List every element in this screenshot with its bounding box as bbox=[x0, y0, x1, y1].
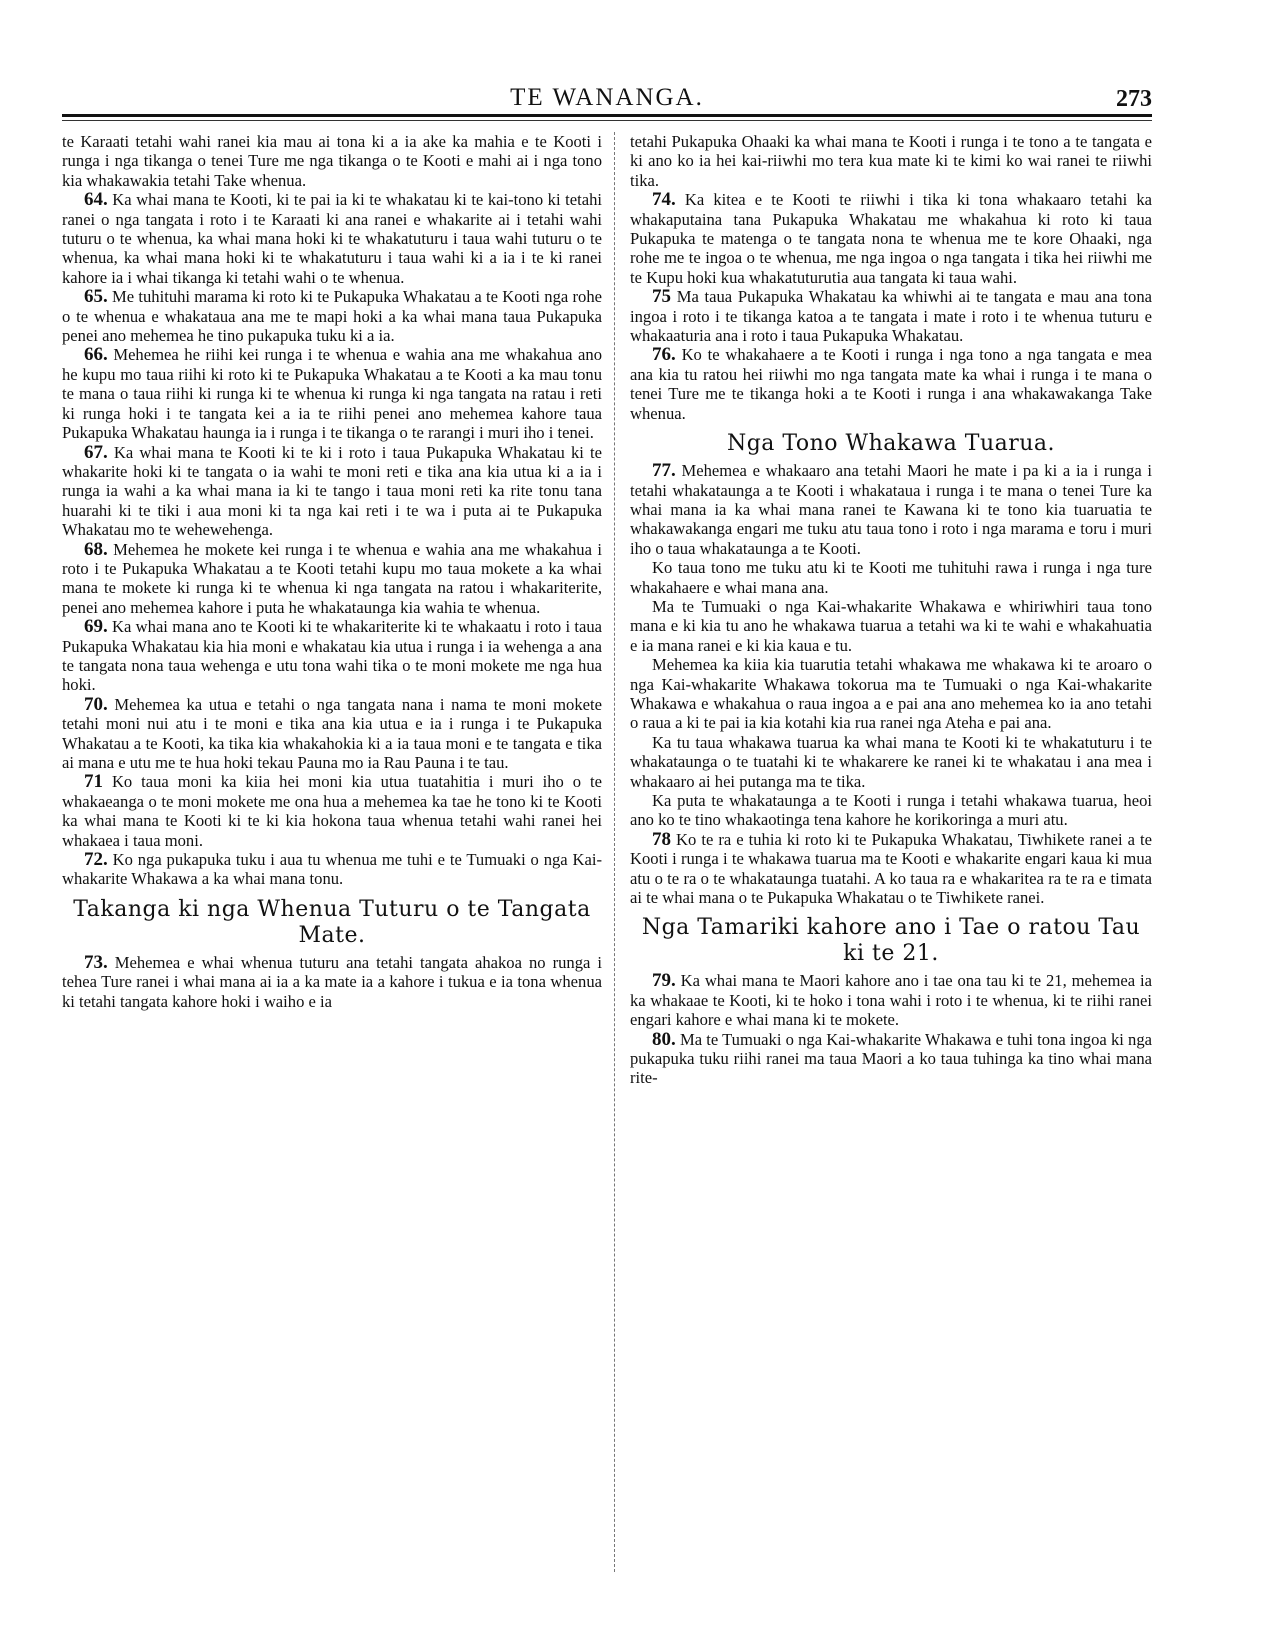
page-header bbox=[62, 84, 1152, 114]
section-number: 64. bbox=[84, 189, 108, 211]
section-number: 67. bbox=[84, 441, 108, 463]
section-text: Mehemea he mokete kei runga i te whenua e wahia ana me whakahua i roto i te Pukapuka Whakatau a te Kooti tetahi kupu mo taua mokete a ka whai mana te mokete ki runga ki te whenua ki nga tangata na ratou i whakariterite, penei ano mehemea kahore i puta he whakataunga kia wahia te whenua. bbox=[62, 539, 602, 617]
section-text: Mehemea e whai whenua tuturu ana tetahi tangata ahakoa no runga i tehea Ture ranei i whai mana ai ia a ka mate ia a kahore i tukua e ia tona whenua ki tetahi tangata kahore hoki i waiho e ia bbox=[62, 952, 602, 1011]
section-70 bbox=[62, 695, 602, 773]
section-72 bbox=[62, 850, 602, 889]
section-67 bbox=[62, 443, 602, 540]
section-text: Ka whai mana te Kooti, ki te pai ia ki te whakatau ki te kai-tono ki tetahi ranei o nga tangata i roto i te Karaati ki ana ranei e whakarite ai i tetahi wahi tuturu o te whenua, ka whai mana hoki ki te whakatuturu i taua wahi tuturu o te whenua, ka whai mana hoki ki te whakatuturu i taua wahi ki a ia i te ki ranei kahore ia i whai tikanga ki tetahi wahi o te whenua. bbox=[62, 190, 602, 287]
section-74 bbox=[630, 190, 1152, 287]
section-number: 70. bbox=[84, 693, 108, 715]
section-text: Mehemea e whakaaro ana tetahi Maori he mate i pa ki a ia i runga i tetahi whakataunga a te Kooti i whakataua i runga i te mana o tenei Ture ka whai mana ia ka whai mana ranei te Kawana ki te tono kia tuaruatia te whakawakanga engari me tuku atu taua tono i roto i nga marama e toru i muri iho o taua whakataunga a te Kooti. bbox=[630, 461, 1153, 558]
paragraph-continued: te Karaati tetahi wahi ranei kia mau ai tona ki a ia ake ka mahia e te Kooti i runga i nga tikanga o tenei Ture me nga tikanga o te Kooti e mahi ai i nga tono kia whakawakia tetahi Take whenua. bbox=[62, 132, 602, 190]
section-65 bbox=[62, 287, 602, 345]
section-77 bbox=[630, 461, 1152, 558]
section-number: 68. bbox=[84, 538, 108, 560]
section-heading: Nga Tono Whakawa Tuarua. bbox=[726, 431, 1056, 457]
page-number: 273 bbox=[1116, 86, 1152, 112]
paragraph-continued: tetahi Pukapuka Ohaaki ka whai mana te Kooti i runga i te tono a te tangata e ki ano ko ia hei kai-riiwhi mo tera kua mate ki te kimi ko wai ranei te riiwhi tika. bbox=[630, 132, 1152, 190]
section-text: Ka kitea e te Kooti te riiwhi i tika ki tona whakaaro tetahi ka whakaputaina tana Pukapuka Whakatau me whakahua ki roto ki taua Pukapuka te matenga o te tangata nona te whenua me te kore Ohaaki, nga rohe me te ingoa o te whenua, me nga ingoa o nga tangata i tika hei riiwhi me te Kupu hoki kua whakatuturutia aua tangata ki taua wahi. bbox=[630, 190, 1152, 287]
section-text: Ka whai mana te Maori kahore ano i tae ona tau ki te 21, mehemea ia ka whakaae te Kooti, ki te hoko i tona wahi i roto i te whenua, ki te riihi ranei engari kahore e whai mana ki te mokete. bbox=[630, 971, 1152, 1030]
section-number: 77. bbox=[652, 460, 676, 482]
section-number: 72. bbox=[84, 849, 108, 871]
section-68 bbox=[62, 540, 602, 618]
section-number: 65. bbox=[84, 286, 108, 308]
section-text: Ko taua moni ka kiia hei moni kia utua tuatahitia i muri iho o te whakaeanga o te moni mokete me ona hua a mehemea ka tae he tono ki te Kooti ka whai mana te Kooti ki te ki kia hokona taua whenua tetahi wahi ranei hei whakaea i taua moni. bbox=[62, 772, 602, 850]
section-text: Ko nga pukapuka tuku i aua tu whenua me tuhi e te Tumuaki o nga Kai-whakarite Whakawa a ka whai mana tonu. bbox=[62, 850, 602, 889]
section-text: Mehemea he riihi kei runga i te whenua e wahia ana me whakahua ano he kupu mo taua riihi ki roto ki te Pukapuka Whakatau a te Kooti a ka mau tonu te mana o taua riihi ki runga ki te whenua ki runga ki nga tangata na ratau i reti ki runga hoki i te tangata kei a ia te riihi penei ano mehemea kahore taua Pukapuka Whakatau haunga ia i runga i te tikanga o te rarangi i muri iho i tenei. bbox=[62, 345, 602, 443]
section-number: 80. bbox=[652, 1028, 676, 1050]
right-column bbox=[630, 132, 1152, 1088]
section-text: Mehemea ka utua e tetahi o nga tangata nana i nama te moni mokete tetahi moni nui atu i te moni e tika ana kia utua e ia i runga i te Pukapuka Whakatau a te Kooti, ka tika kia whakahokia ki a ia taua moni e te tangata e tika ai mana e utu me te hua hoki tekau Pauna mo ia Rau Pauna i te tau. bbox=[62, 694, 602, 772]
left-column bbox=[62, 132, 602, 1011]
section-number: 75 bbox=[652, 286, 671, 308]
section-number: 73. bbox=[84, 951, 108, 973]
header-rule bbox=[62, 114, 1152, 117]
section-number: 78 bbox=[652, 828, 671, 850]
section-73 bbox=[62, 953, 602, 1011]
section-69 bbox=[62, 617, 602, 695]
section-heading: Takanga ki nga Whenua Tuturu o te Tangata Mate. bbox=[73, 896, 591, 948]
section-number: 66. bbox=[84, 344, 108, 366]
section-number: 74. bbox=[652, 189, 676, 211]
paragraph: Ko taua tono me tuku atu ki te Kooti me tuhituhi rawa i runga i nga ture whakahaere e whai mana ana. bbox=[630, 558, 1152, 597]
section-71 bbox=[62, 772, 602, 850]
section-text: Ka whai mana ano te Kooti ki te whakariterite ki te whakaatu i roto i taua Pukapuka Whakatau kia hia moni e whakatau kia utua i runga i ia wehenga a ana te tangata nona taua wehenga e utu tona wahi tika o te moni mokete me nga hua hoki. bbox=[62, 617, 602, 695]
section-78 bbox=[630, 830, 1152, 908]
section-text: Ko te whakahaere a te Kooti i runga i nga tono a nga tangata e mea ana kia tu ratou hei riiwhi mo nga tangata mate ka whai i runga i te mana o tenei Ture me te tikanga hoki a te Kooti i runga i ana whakawakanga Take whenua. bbox=[630, 345, 1152, 423]
section-number: 71 bbox=[84, 771, 103, 793]
section-64 bbox=[62, 190, 602, 287]
section-number: 76. bbox=[652, 344, 676, 366]
section-number: 69. bbox=[84, 616, 108, 638]
section-text: Ma te Tumuaki o nga Kai-whakarite Whakawa e tuhi tona ingoa ki nga pukapuka tuku riihi ranei ma taua Maori a ko taua tuhinga ka tino whai mana rite- bbox=[630, 1029, 1153, 1088]
paragraph: Ka tu taua whakawa tuarua ka whai mana te Kooti ki te whakatuturu i te whakataunga o te tuatahi ki te whakarere ke ranei ki te whakatau i ana mea i whakaaro ai hei putanga ma te tika. bbox=[630, 732, 1152, 791]
paragraph: Ka puta te whakataunga a te Kooti i runga i tetahi whakawa tuarua, heoi ano ko te tino whakaotinga tena kahore he korikoringa a muri atu. bbox=[630, 791, 1152, 830]
header-rule-thin bbox=[62, 120, 1152, 121]
section-text: Ko te ra e tuhia ki roto ki te Pukapuka Whakatau, Tiwhikete ranei a te Kooti i runga i te whakawa tuarua ma te Kooti e whakarite engari kaua ki mua atu o te ra o te whakataunga tuatahi. A ko taua ra e whakaritea ra te ra e timata ai te whai mana o te Pukapuka Whakatau o te Tiwhikete ranei. bbox=[630, 829, 1152, 908]
section-66 bbox=[62, 345, 602, 442]
section-text: Me tuhituhi marama ki roto ki te Pukapuka Whakatau a te Kooti nga rohe o te whenua e whakataua ana me te mapi hoki a ka whai mana taua Pukapuka penei ano mehemea he tino pukapuka tuku ki a ia. bbox=[62, 287, 602, 346]
section-number: 79. bbox=[652, 970, 676, 992]
newspaper-title: TE WANANGA. bbox=[510, 84, 704, 111]
section-75 bbox=[630, 287, 1152, 345]
section-79 bbox=[630, 971, 1152, 1029]
paragraph: Ma te Tumuaki o nga Kai-whakarite Whakawa e whiriwhiri taua tono mana e ki kia tu ano he whakawa tuarua a tetahi wa ki te wahi e whakahuatia e ia mana ranei e ki kia kaua e tu. bbox=[630, 596, 1152, 655]
section-heading: Nga Tamariki kahore ano i Tae o ratou Tau ki te 21. bbox=[641, 915, 1141, 967]
section-76 bbox=[630, 345, 1152, 423]
section-80 bbox=[630, 1030, 1152, 1088]
section-text: Ma taua Pukapuka Whakatau ka whiwhi ai te tangata e mau ana tona ingoa i roto i te tikanga katoa a te tangata i mate i roto i te whenua tuturu e whakaaturia ana i roto i taua Pukapuka Whakatau. bbox=[630, 287, 1152, 346]
paragraph: Mehemea ka kiia kia tuarutia tetahi whakawa me whakawa ki te aroaro o nga Kai-whakarite Whakawa tokorua ma te Tumuaki o nga Kai-whakarite Whakawa e whakahua o raua ingoa a e pai ana ano mehemea ko ia ano tetahi o raua a ki te pai ia kia kotahi kia rua ranei nga Ateha e pai ana. bbox=[630, 655, 1152, 733]
section-text: Ka whai mana te Kooti ki te ki i roto i taua Pukapuka Whakatau ki te whakarite hoki ki te tangata o ia wahi te moni reti e tika ana kia utua ki a ia i runga ia wahi a ka whai mana ia ki te tango i taua moni reti ka rite tonu tana huarahi ki te tiki i aua moni ki ta nga kai reti i te wa i puta ai te Pukapuka Whakatau mo te wehewehenga. bbox=[62, 442, 603, 540]
column-divider bbox=[614, 132, 615, 1572]
